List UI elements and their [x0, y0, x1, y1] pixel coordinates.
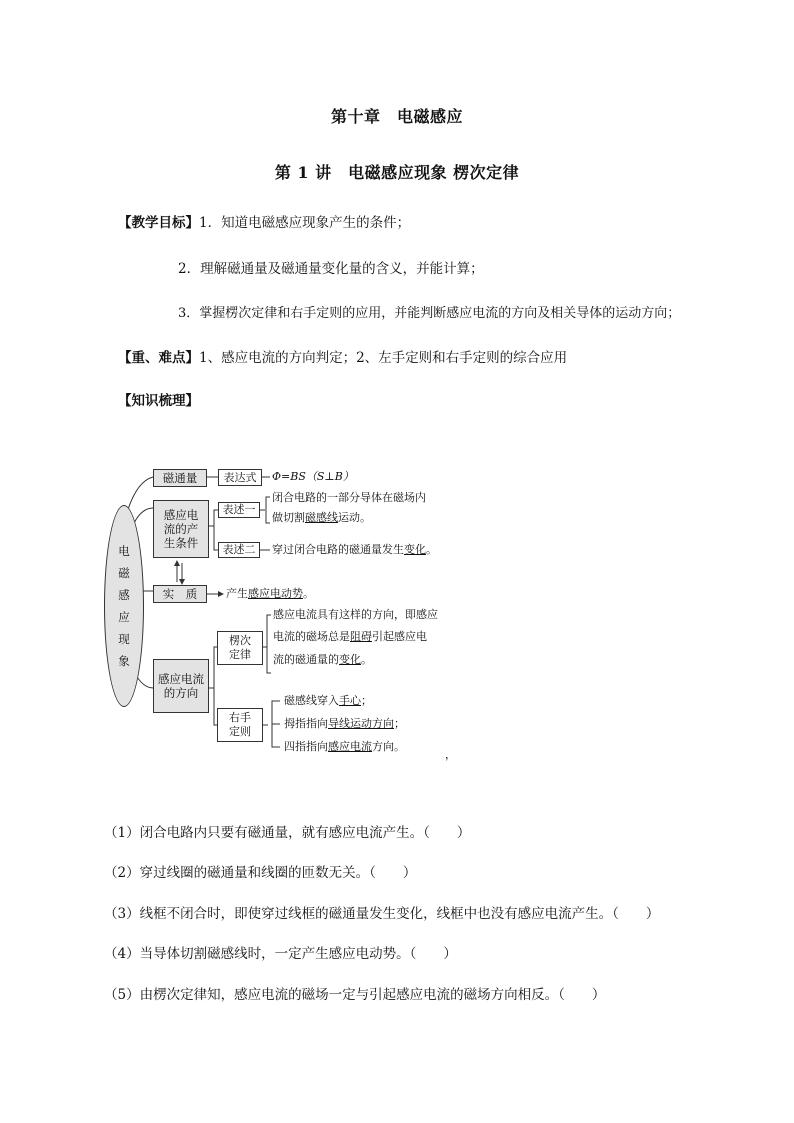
objective-item-1: 1．知道电磁感应现象产生的条件；	[199, 215, 411, 231]
direction-line-2: 的方向	[163, 686, 199, 700]
lenz-law-line-1: 楞次	[229, 634, 251, 647]
flux-node: 磁通量	[153, 469, 207, 487]
question-1: （1）闭合电路内只要有磁通量，就有感应电流产生。（ ）	[104, 825, 471, 841]
rhr-line-3-underlined: 感应电流	[328, 740, 372, 753]
essence-text-b: 。	[303, 587, 314, 600]
essence-node: 实 质	[153, 585, 207, 603]
expression-node: 表达式	[218, 469, 262, 486]
question-5: （5）由楞次定律知，感应电流的磁场一定与引起感应电流的磁场方向相反。（ ）	[104, 987, 606, 1003]
rhr-line-1-underlined: 手心	[339, 694, 361, 707]
condition-node	[153, 500, 209, 558]
direction-line-1: 感应电流	[158, 672, 204, 686]
rhr-line-1	[284, 690, 372, 712]
direction-node	[153, 659, 209, 713]
lenz-law-line-2: 定律	[229, 648, 251, 661]
objective-item-3: 3．掌握楞次定律和右手定则的应用，并能判断感应电流的方向及相关导体的运动方向；	[178, 306, 681, 321]
objectives-label: 【教学目标】	[118, 215, 199, 231]
right-hand-rule-node	[217, 708, 263, 742]
condition-line-3: 生条件	[163, 536, 199, 550]
description-1-text-b: 运动。	[338, 511, 371, 524]
question-3: （3）线框不闭合时，即使穿过线框的磁通量发生变化，线框中也没有感应电流产生。（ ）	[104, 906, 660, 922]
lenz-law-node	[217, 631, 263, 665]
expression-value: Φ=BS（S⊥B）	[272, 470, 354, 483]
lenz-line-3-b: 。	[361, 653, 372, 666]
lenz-line-3-a: 流的磁通量的	[273, 653, 339, 666]
knowledge-label: 【知识梳理】	[118, 393, 199, 409]
lenz-line-3	[273, 649, 372, 671]
concept-map	[100, 463, 460, 763]
lenz-line-2-a: 电流的磁场总是	[273, 630, 350, 643]
essence-text	[226, 583, 314, 605]
question-2: （2）穿过线圈的磁通量和线圈的匝数无关。（ ）	[104, 865, 417, 881]
description-2-text	[272, 539, 437, 561]
rhr-line-2	[284, 713, 405, 735]
description-2-text-b: 。	[426, 543, 437, 556]
objective-item-2: 2．理解磁通量及磁通量变化量的含义，并能计算；	[178, 261, 484, 277]
rhr-line-2-underlined: 导线运动方向	[328, 717, 394, 730]
description-2-text-a: 穿过闭合电路的磁通量发生	[272, 543, 404, 556]
right-hand-rule-line-1: 右手	[229, 711, 251, 724]
description-1-underlined: 磁感线	[305, 511, 338, 524]
rhr-line-2-b: ；	[394, 717, 405, 730]
rhr-line-1-b: ；	[361, 694, 372, 707]
description-2-node: 表述二	[218, 542, 260, 558]
lenz-line-1: 感应电流具有这样的方向，即感应	[273, 608, 438, 621]
rhr-line-1-a: 磁感线穿入	[284, 694, 339, 707]
description-1-line-2	[272, 507, 371, 529]
lenz-line-2-underlined: 阻碍	[350, 630, 372, 643]
root-char-2: 磁	[118, 566, 130, 580]
right-hand-rule-line-2: 定则	[229, 725, 251, 738]
rhr-line-3-b: 方向。	[372, 740, 405, 753]
rhr-line-2-a: 拇指指向	[284, 717, 328, 730]
rhr-line-3	[284, 736, 405, 758]
lenz-line-3-underlined: 变化	[339, 653, 361, 666]
root-char-6: 象	[118, 654, 130, 668]
trailing-comma: ，	[445, 748, 456, 761]
root-node	[104, 505, 144, 707]
key-points-text: 1、感应电流的方向判定；2、左手定则和右手定则的综合应用	[199, 350, 568, 366]
lenz-line-2	[273, 626, 427, 648]
root-char-1: 电	[118, 544, 130, 558]
essence-text-a: 产生	[226, 587, 248, 600]
question-4: （4）当导体切割磁感线时，一定产生感应电动势。（ ）	[104, 946, 457, 962]
root-char-5: 现	[118, 632, 130, 646]
description-1-text-a: 做切割	[272, 511, 305, 524]
description-2-underlined: 变化	[404, 543, 426, 556]
condition-line-2: 流的产	[163, 522, 199, 536]
root-char-3: 感	[118, 588, 130, 602]
description-1-node: 表述一	[218, 502, 260, 518]
lenz-line-2-b: 引起感应电	[372, 630, 427, 643]
objectives-row-1	[118, 211, 410, 231]
root-char-4: 应	[118, 610, 130, 624]
description-1-line-1: 闭合电路的一部分导体在磁场内	[272, 491, 426, 504]
essence-underlined: 感应电动势	[248, 587, 303, 600]
key-points-row	[118, 346, 567, 366]
rhr-line-3-a: 四指指向	[284, 740, 328, 753]
chapter-title: 第十章 电磁感应	[330, 107, 463, 126]
lesson-title: 第 1 讲 电磁感应现象 楞次定律	[274, 163, 520, 182]
condition-line-1: 感应电	[163, 508, 199, 522]
key-points-label: 【重、难点】	[118, 350, 199, 366]
